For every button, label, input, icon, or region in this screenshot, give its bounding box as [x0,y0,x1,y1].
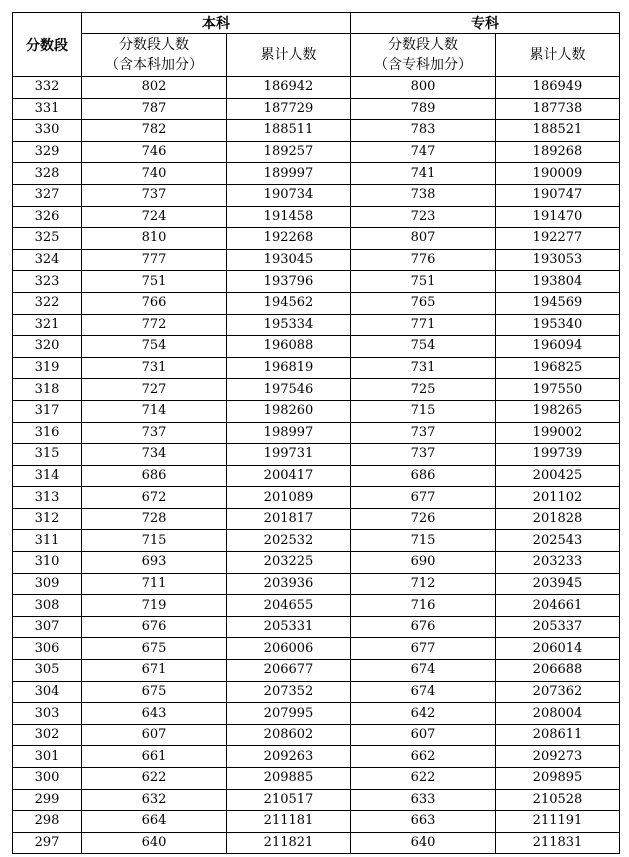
benke-cumulative-cell: 206006 [227,638,351,660]
benke-cumulative-cell: 199731 [227,444,351,466]
benke-cumulative-cell: 191458 [227,206,351,228]
table-row [13,681,620,703]
benke-count-cell: 751 [82,271,227,293]
benke-count-cell: 737 [82,422,227,444]
benke-cumulative-cell: 192268 [227,228,351,250]
score-cell: 330 [13,120,82,142]
zhuanke-count-cell: 738 [351,184,496,206]
table-row [13,530,620,552]
benke-cumulative-cell: 203225 [227,552,351,574]
benke-cumulative-cell: 209263 [227,746,351,768]
score-cell: 318 [13,379,82,401]
benke-count-cell: 719 [82,595,227,617]
benke-count-cell: 693 [82,552,227,574]
zhuanke-count-cell: 663 [351,811,496,833]
score-cell: 320 [13,336,82,358]
zhuanke-count-cell: 747 [351,141,496,163]
table-row [13,595,620,617]
table-row [13,379,620,401]
benke-cumulative-cell: 188511 [227,120,351,142]
benke-cumulative-cell: 193045 [227,249,351,271]
zhuanke-cumulative-cell: 211831 [496,832,620,854]
score-cell: 308 [13,595,82,617]
benke-count-cell: 715 [82,530,227,552]
zhuanke-count-cell: 725 [351,379,496,401]
zhuanke-cumulative-cell: 190747 [496,184,620,206]
zhuanke-cumulative-header: 累计人数 [496,34,620,77]
zhuanke-cumulative-cell: 201828 [496,508,620,530]
benke-cumulative-cell: 200417 [227,465,351,487]
benke-count-cell: 632 [82,789,227,811]
score-cell: 313 [13,487,82,509]
table-row [13,768,620,790]
zhuanke-cumulative-cell: 196825 [496,357,620,379]
zhuanke-count-cell: 789 [351,98,496,120]
zhuanke-count-cell: 674 [351,660,496,682]
score-cell: 299 [13,789,82,811]
zhuanke-cumulative-cell: 206014 [496,638,620,660]
zhuanke-count-cell: 642 [351,703,496,725]
zhuanke-cumulative-cell: 208004 [496,703,620,725]
benke-count-cell: 724 [82,206,227,228]
table-row [13,336,620,358]
table-row [13,184,620,206]
benke-cumulative-cell: 186942 [227,77,351,99]
zhuanke-cumulative-cell: 209895 [496,768,620,790]
table-row [13,77,620,99]
benke-cumulative-cell: 211821 [227,832,351,854]
benke-cumulative-cell: 208602 [227,724,351,746]
benke-count-cell: 622 [82,768,227,790]
score-cell: 305 [13,660,82,682]
zhuanke-cumulative-cell: 190009 [496,163,620,185]
zhuanke-cumulative-cell: 200425 [496,465,620,487]
table-row [13,292,620,314]
zhuanke-count-cell: 737 [351,422,496,444]
benke-cumulative-cell: 197546 [227,379,351,401]
benke-cumulative-cell: 201817 [227,508,351,530]
benke-count-cell: 640 [82,832,227,854]
score-cell: 306 [13,638,82,660]
zhuanke-count-header [351,34,496,77]
table-row [13,832,620,854]
table-row [13,552,620,574]
zhuanke-count-cell: 771 [351,314,496,336]
benke-cumulative-cell: 204655 [227,595,351,617]
score-cell: 300 [13,768,82,790]
zhuanke-count-cell: 783 [351,120,496,142]
table-row [13,206,620,228]
benke-cumulative-cell: 201089 [227,487,351,509]
table-row [13,789,620,811]
benke-cumulative-cell: 202532 [227,530,351,552]
table-row [13,98,620,120]
table-row [13,487,620,509]
benke-count-cell: 810 [82,228,227,250]
benke-count-cell: 727 [82,379,227,401]
score-cell: 311 [13,530,82,552]
benke-count-cell: 671 [82,660,227,682]
benke-count-cell: 754 [82,336,227,358]
score-cell: 297 [13,832,82,854]
table-row [13,811,620,833]
zhuanke-count-cell: 677 [351,638,496,660]
table-row [13,638,620,660]
benke-count-cell: 766 [82,292,227,314]
zhuanke-count-cell: 754 [351,336,496,358]
zhuanke-count-cell: 677 [351,487,496,509]
score-cell: 327 [13,184,82,206]
score-cell: 298 [13,811,82,833]
benke-count-cell: 664 [82,811,227,833]
score-cell: 323 [13,271,82,293]
table-body [13,77,620,854]
zhuanke-count-cell: 765 [351,292,496,314]
benke-cumulative-cell: 196819 [227,357,351,379]
score-cell: 322 [13,292,82,314]
benke-cumulative-cell: 194562 [227,292,351,314]
zhuanke-cumulative-cell: 199002 [496,422,620,444]
benke-cumulative-cell: 189257 [227,141,351,163]
zhuanke-cumulative-cell: 192277 [496,228,620,250]
zhuanke-cumulative-cell: 203233 [496,552,620,574]
zhuanke-count-cell: 712 [351,573,496,595]
benke-count-cell: 782 [82,120,227,142]
benke-count-cell: 740 [82,163,227,185]
zhuanke-cumulative-cell: 202543 [496,530,620,552]
score-cell: 315 [13,444,82,466]
benke-cumulative-cell: 205331 [227,616,351,638]
zhuanke-count-cell: 731 [351,357,496,379]
score-cell: 307 [13,616,82,638]
benke-group-header: 本科 [82,13,351,34]
benke-count-cell: 746 [82,141,227,163]
benke-count-cell: 661 [82,746,227,768]
benke-cumulative-cell: 203936 [227,573,351,595]
benke-count-cell: 686 [82,465,227,487]
benke-count-cell: 777 [82,249,227,271]
zhuanke-count-cell: 776 [351,249,496,271]
score-cell: 304 [13,681,82,703]
zhuanke-cumulative-cell: 195340 [496,314,620,336]
zhuanke-count-cell: 607 [351,724,496,746]
score-cell: 328 [13,163,82,185]
table-row [13,724,620,746]
benke-cumulative-cell: 206677 [227,660,351,682]
zhuanke-count-cell: 640 [351,832,496,854]
score-cell: 332 [13,77,82,99]
zhuanke-count-cell: 723 [351,206,496,228]
zhuanke-group-header: 专科 [351,13,620,34]
table-row [13,422,620,444]
zhuanke-count-cell: 716 [351,595,496,617]
benke-count-cell: 772 [82,314,227,336]
table-row [13,163,620,185]
benke-cumulative-header: 累计人数 [227,34,351,77]
zhuanke-count-cell: 686 [351,465,496,487]
zhuanke-count-cell: 741 [351,163,496,185]
score-cell: 321 [13,314,82,336]
table-row [13,703,620,725]
zhuanke-cumulative-cell: 207362 [496,681,620,703]
zhuanke-cumulative-cell: 193804 [496,271,620,293]
score-cell: 309 [13,573,82,595]
zhuanke-cumulative-cell: 211191 [496,811,620,833]
zhuanke-count-cell: 674 [351,681,496,703]
score-cell: 302 [13,724,82,746]
table-row [13,573,620,595]
zhuanke-count-cell: 622 [351,768,496,790]
benke-count-cell: 672 [82,487,227,509]
benke-count-cell: 737 [82,184,227,206]
zhuanke-count-cell: 690 [351,552,496,574]
score-cell: 319 [13,357,82,379]
table-row [13,141,620,163]
table-row [13,271,620,293]
score-cell: 317 [13,400,82,422]
table-row [13,400,620,422]
benke-count-cell: 676 [82,616,227,638]
zhuanke-cumulative-cell: 188521 [496,120,620,142]
benke-cumulative-cell: 187729 [227,98,351,120]
score-cell: 326 [13,206,82,228]
benke-cumulative-cell: 209885 [227,768,351,790]
table-row [13,616,620,638]
zhuanke-cumulative-cell: 199739 [496,444,620,466]
zhuanke-count-header-line1: 分数段人数 [388,37,458,53]
benke-cumulative-cell: 198260 [227,400,351,422]
zhuanke-cumulative-cell: 206688 [496,660,620,682]
zhuanke-cumulative-cell: 209273 [496,746,620,768]
score-cell: 314 [13,465,82,487]
zhuanke-count-cell: 633 [351,789,496,811]
score-cell: 303 [13,703,82,725]
benke-count-cell: 787 [82,98,227,120]
benke-count-cell: 728 [82,508,227,530]
benke-cumulative-cell: 195334 [227,314,351,336]
benke-count-cell: 714 [82,400,227,422]
zhuanke-count-cell: 715 [351,530,496,552]
score-cell: 324 [13,249,82,271]
table-header [13,13,620,77]
zhuanke-cumulative-cell: 194569 [496,292,620,314]
table-row [13,228,620,250]
score-cell: 310 [13,552,82,574]
zhuanke-cumulative-cell: 186949 [496,77,620,99]
zhuanke-cumulative-cell: 210528 [496,789,620,811]
zhuanke-cumulative-cell: 204661 [496,595,620,617]
benke-cumulative-cell: 189997 [227,163,351,185]
benke-count-cell: 675 [82,681,227,703]
benke-cumulative-cell: 193796 [227,271,351,293]
zhuanke-count-cell: 800 [351,77,496,99]
benke-count-cell: 731 [82,357,227,379]
score-distribution-table [12,12,620,854]
zhuanke-cumulative-cell: 197550 [496,379,620,401]
benke-cumulative-cell: 207995 [227,703,351,725]
score-cell: 301 [13,746,82,768]
benke-count-header [82,34,227,77]
benke-count-cell: 675 [82,638,227,660]
zhuanke-count-cell: 751 [351,271,496,293]
table-row [13,746,620,768]
zhuanke-cumulative-cell: 205337 [496,616,620,638]
zhuanke-cumulative-cell: 189268 [496,141,620,163]
table-row [13,465,620,487]
table-row [13,314,620,336]
score-cell: 316 [13,422,82,444]
zhuanke-cumulative-cell: 198265 [496,400,620,422]
benke-cumulative-cell: 210517 [227,789,351,811]
table-row [13,120,620,142]
table-row [13,357,620,379]
zhuanke-cumulative-cell: 193053 [496,249,620,271]
zhuanke-count-cell: 807 [351,228,496,250]
benke-count-cell: 802 [82,77,227,99]
score-column-header: 分数段 [13,13,82,77]
benke-count-cell: 711 [82,573,227,595]
zhuanke-cumulative-cell: 191470 [496,206,620,228]
benke-count-cell: 734 [82,444,227,466]
benke-cumulative-cell: 190734 [227,184,351,206]
zhuanke-count-header-line2: （含专科加分） [374,57,472,73]
benke-cumulative-cell: 211181 [227,811,351,833]
benke-count-cell: 643 [82,703,227,725]
zhuanke-count-cell: 726 [351,508,496,530]
benke-count-header-line2: （含本科加分） [105,57,203,73]
benke-count-cell: 607 [82,724,227,746]
zhuanke-count-cell: 662 [351,746,496,768]
zhuanke-count-cell: 737 [351,444,496,466]
zhuanke-cumulative-cell: 208611 [496,724,620,746]
table-row [13,660,620,682]
score-cell: 329 [13,141,82,163]
zhuanke-cumulative-cell: 187738 [496,98,620,120]
table-row [13,444,620,466]
benke-count-header-line1: 分数段人数 [119,37,189,53]
zhuanke-count-cell: 676 [351,616,496,638]
zhuanke-cumulative-cell: 201102 [496,487,620,509]
table-row [13,508,620,530]
benke-cumulative-cell: 207352 [227,681,351,703]
zhuanke-cumulative-cell: 203945 [496,573,620,595]
score-cell: 325 [13,228,82,250]
zhuanke-cumulative-cell: 196094 [496,336,620,358]
score-cell: 312 [13,508,82,530]
score-cell: 331 [13,98,82,120]
benke-cumulative-cell: 196088 [227,336,351,358]
table-row [13,249,620,271]
score-distribution-page [12,12,620,854]
zhuanke-count-cell: 715 [351,400,496,422]
benke-cumulative-cell: 198997 [227,422,351,444]
